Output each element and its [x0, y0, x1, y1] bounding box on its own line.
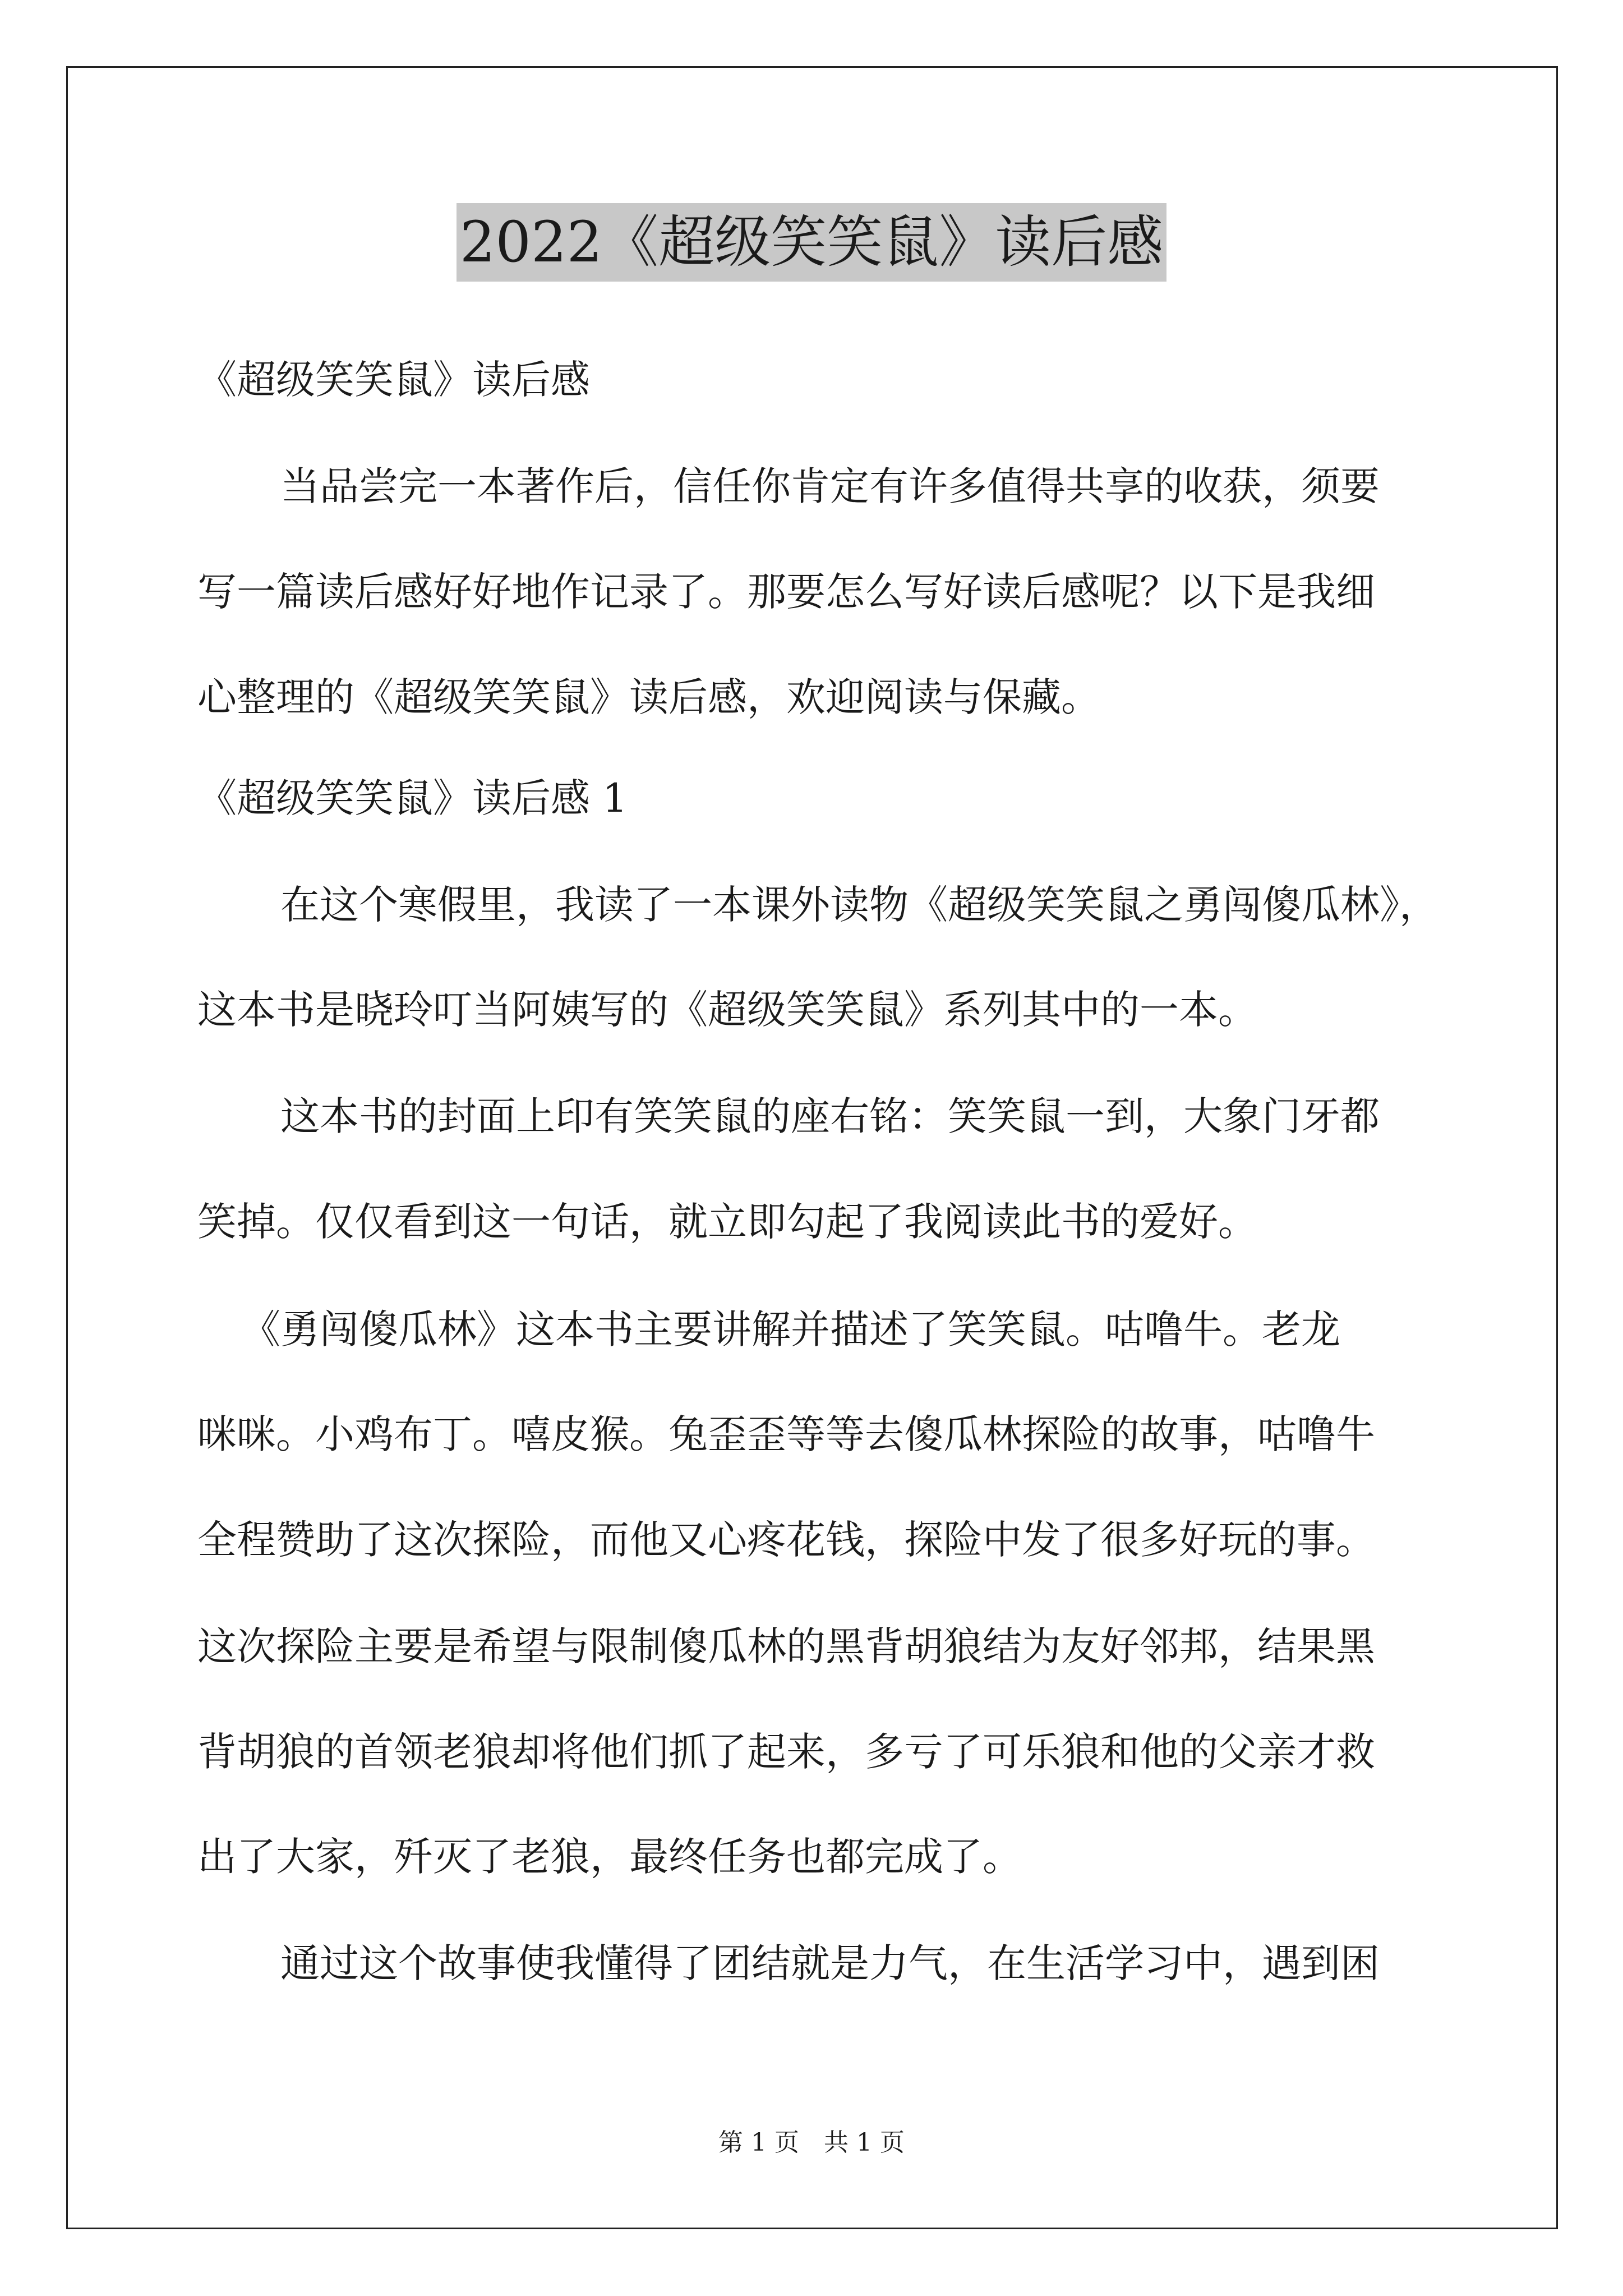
page-footer	[0, 2126, 1623, 2160]
document-title: 2022《超级笑笑鼠》读后感	[457, 203, 1167, 282]
text-line: 笑掉。仅仅看到这一句话，就立即勾起了我阅读此书的爱好。	[197, 1199, 1257, 1245]
text-line: 背胡狼的首领老狼却将他们抓了起来，多亏了可乐狼和他的父亲才救	[197, 1729, 1375, 1775]
title-container	[0, 203, 1623, 282]
page-number-label: 第 1 页 共 1 页	[718, 2128, 905, 2157]
text-line: 在这个寒假里，我读了一本课外读物《超级笑笑鼠之勇闯傻瓜林》，	[280, 882, 1438, 928]
text-line: 通过这个故事使我懂得了团结就是力气，在生活学习中，遇到困	[280, 1940, 1380, 1986]
text-line: 写一篇读后感好好地作记录了。那要怎么写好读后感呢？以下是我细	[197, 569, 1375, 615]
text-line: 这次探险主要是希望与限制傻瓜林的黑背胡狼结为友好邻邦，结果黑	[197, 1623, 1375, 1669]
text-line-heading: 《超级笑笑鼠》读后感 1	[197, 775, 628, 821]
text-line-heading: 《超级笑笑鼠》读后感	[197, 357, 590, 403]
text-line: 咪咪。小鸡布丁。嘻皮猴。兔歪歪等等去傻瓜林探险的故事，咕噜牛	[197, 1411, 1375, 1457]
text-line: 《勇闯傻瓜林》这本书主要讲解并描述了笑笑鼠。咕噜牛。老龙	[241, 1306, 1340, 1352]
text-line: 心整理的《超级笑笑鼠》读后感，欢迎阅读与保藏。	[197, 674, 1100, 720]
text-line: 出了大家，歼灭了老狼，最终任务也都完成了。	[197, 1834, 1022, 1880]
text-line: 这本书的封面上印有笑笑鼠的座右铭：笑笑鼠一到，大象门牙都	[280, 1093, 1380, 1139]
text-line: 这本书是晓玲叮当阿姨写的《超级笑笑鼠》系列其中的一本。	[197, 987, 1257, 1033]
text-line: 全程赞助了这次探险，而他又心疼花钱，探险中发了很多好玩的事。	[197, 1517, 1375, 1563]
text-line: 当品尝完一本著作后，信任你肯定有许多值得共享的收获，须要	[280, 463, 1380, 509]
